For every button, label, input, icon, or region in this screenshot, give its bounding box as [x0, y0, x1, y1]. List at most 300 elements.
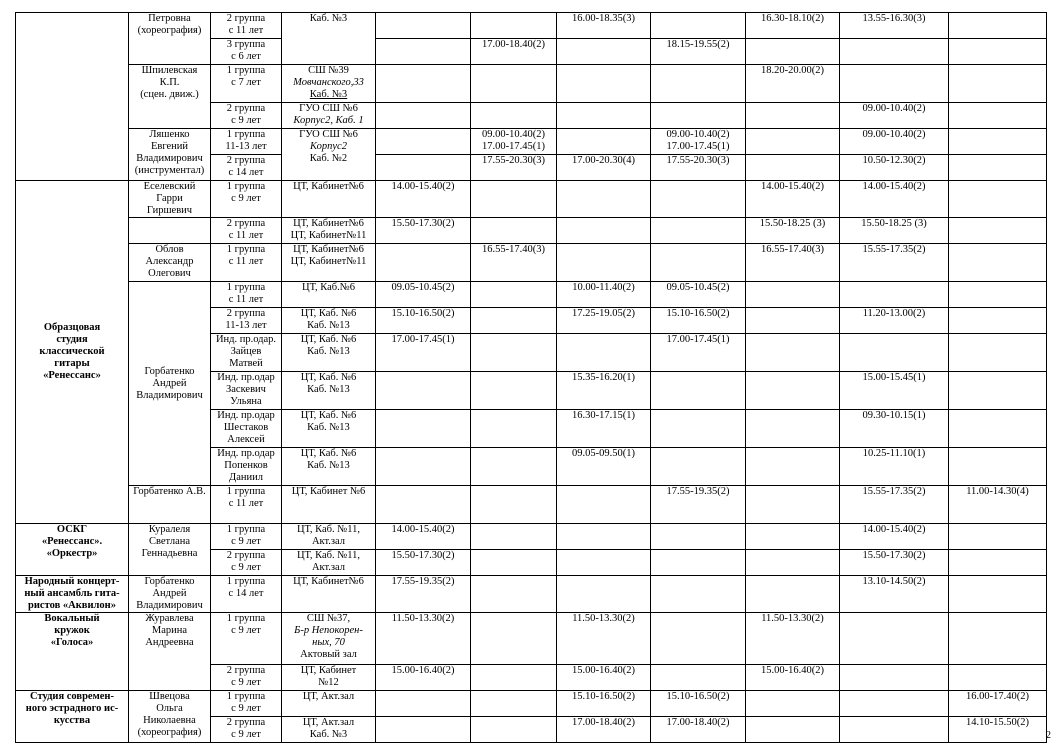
studio-name-cell: [16, 13, 129, 181]
group-cell-line: с 9 лет: [231, 562, 261, 573]
table-row: [16, 244, 1047, 282]
day-time-cell: [376, 576, 471, 613]
day-time-cell: [376, 39, 471, 65]
group-cell-line: с 14 лет: [228, 588, 264, 599]
studio-name-cell-line: «Ренессанс»: [43, 370, 101, 381]
location-cell: [282, 448, 376, 486]
location-cell-line: СШ №37,: [306, 613, 351, 624]
day-time-cell: [746, 282, 840, 308]
day-time-cell: [471, 103, 557, 129]
day-time-cell: [376, 410, 471, 448]
location-cell-line: Актовый зал: [300, 649, 357, 660]
table-row: [16, 129, 1047, 155]
time-slot: 15.10-16.50(2): [572, 691, 635, 702]
group-cell-line: с 14 лет: [228, 167, 264, 178]
teacher-cell-line: Горбатенко А.В.: [133, 486, 206, 497]
table-row: [16, 524, 1047, 550]
group-cell: [211, 155, 282, 181]
day-time-cell: [949, 13, 1047, 39]
day-time-cell: [949, 691, 1047, 717]
group-cell-line: с 11 лет: [228, 294, 264, 305]
day-time-cell: [651, 665, 746, 691]
day-time-cell: [746, 334, 840, 372]
location-cell-line: ЦТ, Кабинет№6: [293, 181, 364, 192]
day-time-cell: [471, 613, 557, 665]
teacher-cell-line: (инструментал): [134, 165, 205, 176]
day-time-cell: [840, 448, 949, 486]
teacher-cell: [129, 691, 211, 743]
teacher-cell-line: Владимирович: [136, 389, 203, 401]
day-time-cell: [471, 129, 557, 155]
time-slot: 14.00-15.40(2): [391, 524, 455, 535]
time-slot: 15.55-17.35(2): [862, 486, 926, 497]
day-time-cell: [376, 613, 471, 665]
studio-name-cell-line: «Ренессанс».: [41, 536, 103, 547]
time-slot: 15.00-16.40(2): [391, 665, 455, 676]
day-time-cell: [471, 308, 557, 334]
day-time-cell: [557, 308, 651, 334]
day-time-cell: [376, 334, 471, 372]
time-slot: 10.00-11.40(2): [572, 282, 635, 293]
teacher-cell-line: Светлана: [148, 536, 191, 547]
day-time-cell: [557, 410, 651, 448]
time-slot: 15.50-18.25 (3): [861, 218, 927, 229]
teacher-cell-line: Ольга: [156, 703, 183, 714]
group-cell: [211, 65, 282, 103]
teacher-cell-line: Гиршевич: [146, 205, 193, 216]
day-time-cell: [840, 524, 949, 550]
day-time-cell: [471, 691, 557, 717]
time-slot: 14.10-15.50(2): [966, 717, 1029, 728]
time-slot: 18.20-20.00(2): [761, 65, 824, 76]
location-cell: [282, 550, 376, 576]
day-time-cell: [376, 282, 471, 308]
day-time-cell: [471, 282, 557, 308]
day-time-cell: [651, 155, 746, 181]
group-cell-line: 1 группа: [226, 129, 266, 140]
teacher-cell-line: Облов: [155, 244, 184, 255]
day-time-cell: [840, 103, 949, 129]
time-slot: 14.00-15.40(2): [761, 181, 824, 192]
day-time-cell: [651, 410, 746, 448]
day-time-cell: [471, 155, 557, 181]
teacher-cell: [129, 244, 211, 282]
day-time-cell: [376, 372, 471, 410]
time-slot: 15.50-17.30(2): [862, 550, 926, 561]
day-time-cell: [471, 665, 557, 691]
day-time-cell: [949, 576, 1047, 613]
group-cell: [211, 282, 282, 308]
time-slot: 16.00-17.40(2): [966, 691, 1029, 702]
day-time-cell: [840, 282, 949, 308]
day-time-cell: [746, 665, 840, 691]
group-cell: [211, 576, 282, 613]
day-time-cell: [746, 181, 840, 218]
group-cell-line: с 11 лет: [228, 498, 264, 509]
time-slot: 17.00-17.45(1): [666, 334, 730, 345]
time-slot: 11.50-13.30(2): [761, 613, 824, 624]
studio-name-cell-line: классической: [39, 346, 105, 357]
day-time-cell: [376, 486, 471, 524]
table-row: [16, 691, 1047, 717]
group-cell: [211, 410, 282, 448]
day-time-cell: [651, 244, 746, 282]
group-cell: [211, 691, 282, 717]
studio-name-cell: [16, 691, 129, 743]
group-cell-line: 1 группа: [226, 576, 266, 587]
day-time-cell: [471, 448, 557, 486]
location-cell-line: ЦТ, Каб. №6: [300, 308, 357, 319]
location-cell-line: ЦТ, Кабинет№6: [293, 218, 364, 229]
time-slot: 15.35-16.20(1): [572, 372, 635, 383]
day-time-cell: [746, 308, 840, 334]
group-cell-line: 2 группа: [226, 665, 266, 676]
day-time-cell: [840, 13, 949, 39]
group-cell-line: с 11 лет: [228, 25, 264, 36]
day-time-cell: [949, 155, 1047, 181]
group-cell: [211, 372, 282, 410]
group-cell: [211, 334, 282, 372]
time-slot: 15.00-16.40(2): [761, 665, 824, 676]
location-cell-line: ЦТ, Акт.зал: [302, 717, 355, 728]
teacher-cell: [129, 65, 211, 129]
day-time-cell: [651, 717, 746, 743]
day-time-cell: [471, 218, 557, 244]
day-time-cell: [651, 576, 746, 613]
studio-name-cell-line: ный ансамбль гита-: [24, 588, 120, 599]
teacher-cell-line: Геннадьевна: [141, 548, 198, 559]
teacher-cell-line: Евгений: [150, 141, 189, 152]
teacher-cell: [129, 486, 211, 524]
day-time-cell: [376, 65, 471, 103]
time-slot: 09.00-10.40(2): [862, 103, 926, 114]
day-time-cell: [557, 448, 651, 486]
day-time-cell: [557, 486, 651, 524]
table-row: [16, 576, 1047, 613]
group-cell-line: 1 группа: [226, 524, 266, 535]
location-cell-line: ЦТ, Каб. №6: [300, 410, 357, 421]
day-time-cell: [949, 550, 1047, 576]
schedule-body: [16, 13, 1047, 743]
location-cell: [282, 65, 376, 103]
day-time-cell: [949, 244, 1047, 282]
day-time-cell: [949, 282, 1047, 308]
day-time-cell: [746, 613, 840, 665]
group-cell-line: Заскевич: [226, 384, 266, 395]
day-time-cell: [557, 39, 651, 65]
group-cell-line: 3 группа: [226, 39, 266, 50]
group-cell-line: с 9 лет: [231, 703, 261, 714]
day-time-cell: [840, 665, 949, 691]
time-slot: 17.00-20.30(4): [572, 155, 635, 166]
time-slot: 11.50-13.30(2): [391, 613, 455, 624]
studio-name-cell: [16, 524, 129, 576]
location-cell: [282, 308, 376, 334]
time-slot: 15.00-15.45(1): [862, 372, 926, 383]
time-slot: 17.00-18.40(2): [666, 717, 730, 728]
group-cell-line: 1 группа: [226, 691, 266, 702]
location-cell-line: ЦТ, Каб. №6: [300, 372, 357, 383]
day-time-cell: [557, 524, 651, 550]
location-cell: [282, 410, 376, 448]
location-cell-line: ЦТ, Каб. №6: [300, 448, 357, 459]
group-cell-line: с 9 лет: [231, 677, 261, 688]
time-slot: 14.00-15.40(2): [391, 181, 455, 192]
time-slot: 17.00-17.45(1): [666, 141, 730, 152]
table-row: [16, 282, 1047, 308]
studio-name-cell-line: Вокальный: [44, 613, 100, 624]
day-time-cell: [746, 155, 840, 181]
day-time-cell: [471, 65, 557, 103]
time-slot: 11.20-13.00(2): [862, 308, 926, 319]
studio-name-cell-line: гитары: [54, 358, 90, 369]
location-cell-line: ГУО СШ №6: [299, 103, 358, 114]
time-slot: 15.55-17.35(2): [862, 244, 926, 255]
teacher-cell-line: Ляшенко: [149, 129, 190, 140]
day-time-cell: [949, 181, 1047, 218]
time-slot: 11.50-13.30(2): [572, 613, 635, 624]
day-time-cell: [471, 576, 557, 613]
time-slot: 09.05-10.45(2): [666, 282, 730, 293]
location-cell: [282, 717, 376, 743]
day-time-cell: [840, 550, 949, 576]
time-slot: 16.55-17.40(3): [482, 244, 545, 255]
day-time-cell: [557, 103, 651, 129]
location-cell: [282, 181, 376, 218]
location-cell: [282, 13, 376, 65]
location-cell-line: Каб. №13: [307, 320, 350, 331]
day-time-cell: [746, 524, 840, 550]
time-slot: 15.10-16.50(2): [391, 308, 455, 319]
group-cell-line: Матвей: [229, 358, 263, 369]
location-cell: [282, 613, 376, 665]
day-time-cell: [949, 410, 1047, 448]
day-time-cell: [557, 334, 651, 372]
time-slot: 15.10-16.50(2): [666, 691, 730, 702]
day-time-cell: [376, 448, 471, 486]
day-time-cell: [557, 372, 651, 410]
location-cell-line: Каб. №13: [307, 460, 350, 471]
day-time-cell: [651, 486, 746, 524]
time-slot: 15.50-17.30(2): [391, 218, 455, 229]
time-slot: 17.55-20.30(3): [482, 155, 545, 166]
teacher-cell-line: Еселевский: [143, 181, 196, 192]
time-slot: 17.00-18.40(2): [572, 717, 635, 728]
teacher-cell-line: Журавлева: [145, 613, 194, 624]
location-cell: [282, 665, 376, 691]
day-time-cell: [949, 308, 1047, 334]
group-cell-line: Инд. пр.одар.: [215, 334, 277, 345]
time-slot: 09.05-09.50(1): [572, 448, 635, 459]
schedule-table: [15, 12, 1047, 743]
day-time-cell: [557, 717, 651, 743]
group-cell: [211, 103, 282, 129]
day-time-cell: [376, 550, 471, 576]
location-cell-line: ЦТ, Кабинет№11: [290, 230, 367, 241]
day-time-cell: [746, 129, 840, 155]
day-time-cell: [471, 550, 557, 576]
day-time-cell: [840, 39, 949, 65]
teacher-cell-line: Владимирович: [136, 153, 203, 164]
teacher-cell-line: (сцен. движ.): [140, 89, 199, 100]
teacher-cell-line: Андрей: [152, 588, 187, 599]
teacher-cell-line: Шпилевская: [141, 65, 198, 76]
day-time-cell: [376, 181, 471, 218]
day-time-cell: [471, 372, 557, 410]
group-cell-line: 2 группа: [226, 717, 266, 728]
location-cell-line: ЦТ, Кабинет№6: [293, 244, 364, 255]
group-cell: [211, 486, 282, 524]
group-cell: [211, 218, 282, 244]
location-cell: [282, 334, 376, 372]
group-cell-line: Зайцев: [230, 346, 262, 357]
time-slot: 10.50-12.30(2): [862, 155, 926, 166]
time-slot: 16.30-17.15(1): [572, 410, 635, 421]
day-time-cell: [651, 308, 746, 334]
time-slot: 09.30-10.15(1): [862, 410, 926, 421]
table-row: [16, 65, 1047, 103]
group-cell-line: 11-13 лет: [225, 141, 267, 152]
teacher-cell: [129, 524, 211, 576]
time-slot: 09.00-10.40(2): [666, 129, 730, 140]
teacher-cell-line: Александр: [145, 256, 194, 267]
teacher-cell: [129, 13, 211, 65]
location-cell-line: СШ №39: [308, 65, 349, 76]
studio-name-cell-line: кружок: [54, 625, 90, 636]
day-time-cell: [746, 39, 840, 65]
teacher-cell-line: (хореография): [137, 25, 202, 36]
day-time-cell: [651, 39, 746, 65]
location-cell-line: Каб. №3: [309, 89, 348, 100]
day-time-cell: [840, 576, 949, 613]
day-time-cell: [949, 448, 1047, 486]
day-time-cell: [949, 717, 1047, 743]
day-time-cell: [651, 334, 746, 372]
day-time-cell: [949, 65, 1047, 103]
location-cell-line: ЦТ, Акт.зал: [302, 691, 355, 702]
day-time-cell: [651, 691, 746, 717]
time-slot: 17.55-20.30(3): [666, 155, 730, 166]
day-time-cell: [557, 665, 651, 691]
day-time-cell: [840, 244, 949, 282]
day-time-cell: [651, 181, 746, 218]
group-cell-line: 2 группа: [226, 308, 266, 319]
studio-name-cell: [16, 181, 129, 524]
page-number: 2: [1046, 730, 1051, 741]
teacher-cell: [129, 129, 211, 181]
day-time-cell: [471, 181, 557, 218]
group-cell: [211, 613, 282, 665]
day-time-cell: [376, 308, 471, 334]
location-cell-line: Каб. №3: [309, 13, 348, 24]
teacher-cell-line: Владимирович: [136, 600, 203, 611]
table-row: [16, 218, 1047, 244]
group-cell-line: Шестаков: [223, 422, 269, 433]
day-time-cell: [949, 129, 1047, 155]
location-cell-line: Каб. №2: [309, 153, 348, 164]
time-slot: 13.10-14.50(2): [862, 576, 926, 587]
day-time-cell: [840, 334, 949, 372]
location-cell: [282, 576, 376, 613]
day-time-cell: [840, 155, 949, 181]
day-time-cell: [949, 103, 1047, 129]
group-cell-line: Инд. пр.одар: [217, 448, 275, 459]
day-time-cell: [840, 691, 949, 717]
day-time-cell: [746, 218, 840, 244]
table-row: [16, 486, 1047, 524]
location-cell-line: Корпус2: [310, 141, 347, 152]
time-slot: 15.10-16.50(2): [666, 308, 730, 319]
day-time-cell: [746, 448, 840, 486]
day-time-cell: [651, 613, 746, 665]
studio-name-cell-line: студия: [56, 334, 88, 345]
day-time-cell: [949, 334, 1047, 372]
studio-name-cell-line: «Голоса»: [50, 637, 94, 648]
day-time-cell: [651, 103, 746, 129]
day-time-cell: [376, 691, 471, 717]
location-cell: [282, 244, 376, 282]
teacher-cell: [129, 282, 211, 486]
time-slot: 14.00-15.40(2): [862, 181, 926, 192]
group-cell-line: 1 группа: [226, 65, 266, 76]
group-cell: [211, 308, 282, 334]
teacher-cell-line: Андрей: [152, 377, 187, 389]
group-cell-line: с 9 лет: [231, 729, 261, 740]
studio-name-cell-line: Студия современ-: [30, 691, 114, 702]
day-time-cell: [949, 524, 1047, 550]
day-time-cell: [651, 65, 746, 103]
time-slot: 17.00-17.45(1): [391, 334, 455, 345]
day-time-cell: [376, 103, 471, 129]
group-cell-line: 1 группа: [226, 486, 266, 497]
group-cell-line: с 11 лет: [228, 256, 264, 267]
group-cell-line: с 9 лет: [231, 536, 261, 547]
day-time-cell: [557, 181, 651, 218]
day-time-cell: [471, 13, 557, 39]
teacher-cell: [129, 576, 211, 613]
teacher-cell-line: Андреевна: [145, 637, 194, 648]
table-row: [16, 613, 1047, 665]
group-cell-line: 2 группа: [226, 103, 266, 114]
group-cell: [211, 181, 282, 218]
group-cell-line: с 11 лет: [228, 230, 264, 241]
day-time-cell: [471, 244, 557, 282]
day-time-cell: [840, 129, 949, 155]
teacher-cell-line: Олегович: [148, 268, 191, 279]
group-cell-line: 1 группа: [226, 181, 266, 192]
time-slot: 15.00-16.40(2): [572, 665, 635, 676]
day-time-cell: [746, 65, 840, 103]
studio-name-cell: [16, 576, 129, 613]
day-time-cell: [949, 39, 1047, 65]
time-slot: 10.25-11.10(1): [862, 448, 926, 459]
day-time-cell: [949, 486, 1047, 524]
group-cell-line: 1 группа: [226, 244, 266, 255]
group-cell: [211, 550, 282, 576]
location-cell-line: ЦТ, Кабинет №6: [291, 486, 366, 497]
time-slot: 14.00-15.40(2): [862, 524, 926, 535]
day-time-cell: [840, 218, 949, 244]
day-time-cell: [557, 129, 651, 155]
day-time-cell: [840, 372, 949, 410]
location-cell: [282, 103, 376, 129]
day-time-cell: [376, 244, 471, 282]
studio-name-cell-line: ного эстрадного ис-: [25, 703, 119, 714]
group-cell: [211, 129, 282, 155]
time-slot: 17.55-19.35(2): [391, 576, 455, 587]
group-cell: [211, 244, 282, 282]
location-cell-line: Каб. №3: [309, 729, 348, 740]
